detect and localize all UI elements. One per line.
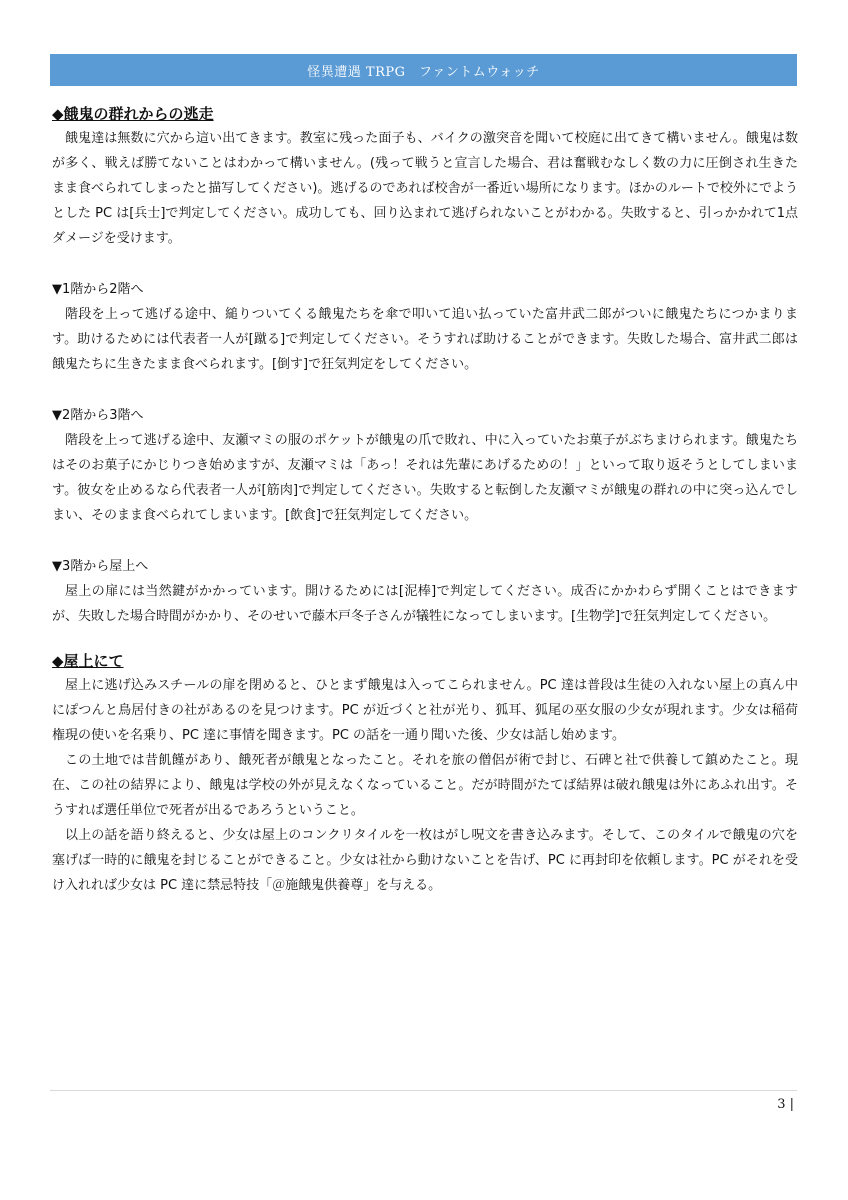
page-number: 3 | bbox=[777, 1097, 794, 1112]
section-heading-rooftop: ◆屋上にて bbox=[52, 652, 124, 670]
page-body bbox=[52, 102, 798, 898]
rooftop-paragraph-1: 屋上に逃げ込みスチールの扉を閉めると、ひとまず餓鬼は入ってこられません。PC 達は普段は生徒の入れない屋上の真ん中にぽつんと鳥居付きの社があるのを見つけます。PC が近づくと社が光り、狐耳、狐尾の巫女服の少女が現れます。少女は稲荷権現の使いを名乗り、PC 達に事情を聞きます。PC の話を一通り聞いた後、少女は話し始めます。 bbox=[52, 678, 798, 743]
running-header bbox=[50, 54, 797, 86]
header-title: 怪異遭遇 TRPG ファントムウォッチ bbox=[307, 64, 540, 80]
subsection-title-floor3-roof: ▼3階から屋上へ bbox=[52, 559, 149, 574]
escape-intro-paragraph: 餓鬼達は無数に穴から這い出てきます。教室に残った面子も、バイクの激突音を聞いて校庭に出てきて構いません。餓鬼は数が多く、戦えば勝てないことはわかって構いません。(残って戦うと宣言した場合、君は奮戦むなしく数の力に圧倒され生きたまま食べられてしまったと描写してください)。逃げるのであれば校舎が一番近い場所になります。ほかのルートで校外にでようとした PC は[兵士]で判定してください。成功しても、回り込まれて逃げられないことがわかる。失敗すると、引っかかれて1点ダメージを受けます。 bbox=[52, 131, 798, 246]
rooftop-paragraph-3: 以上の話を語り終えると、少女は屋上のコンクリタイルを一枚はがし呪文を書き込みます。そして、このタイルで餓鬼の穴を塞げば一時的に餓鬼を封じることができること。少女は社から動けないことを告げ、PC に再封印を依頼します。PC がそれを受け入れれば少女は PC 達に禁忌特技「＠施餓鬼供養尊」を与える。 bbox=[52, 828, 798, 893]
subsection-text-floor2-3: 階段を上って逃げる途中、友瀬マミの服のポケットが餓鬼の爪で敗れ、中に入っていたお菓子がぶちまけられます。餓鬼たちはそのお菓子にかじりつき始めますが、友瀬マミは「あっ！それは先輩にあげるための！」といって取り返そうとしてしまいます。彼女を止めるなら代表者一人が[筋肉]で判定してください。失敗すると転倒した友瀬マミが餓鬼の群れの中に突っ込んでしまい、そのまま食べられてしまいます。[飲食]で狂気判定してください。 bbox=[52, 433, 798, 523]
subsection-text-floor3-roof: 屋上の扉には当然鍵がかかっています。開けるためには[泥棒]で判定してください。成否にかかわらず開くことはできますが、失敗した場合時間がかかり、そのせいで藤木戸冬子さんが犠牲になってしまいます。[生物学]で狂気判定してください。 bbox=[52, 584, 798, 624]
section-heading-escape: ◆餓鬼の群れからの逃走 bbox=[52, 105, 214, 123]
subsection-title-floor2-3: ▼2階から3階へ bbox=[52, 408, 144, 423]
footer-divider bbox=[50, 1090, 797, 1091]
subsection-text-floor1-2: 階段を上って逃げる途中、縋りついてくる餓鬼たちを傘で叩いて追い払っていた富井武二郎がついに餓鬼たちにつかまります。助けるためには代表者一人が[蹴る]で判定してください。そうすれば助けることができます。失敗した場合、富井武二郎は餓鬼たちに生きたまま食べられます。[倒す]で狂気判定をしてください。 bbox=[52, 307, 798, 372]
subsection-title-floor1-2: ▼1階から2階へ bbox=[52, 282, 144, 297]
rooftop-paragraph-2: この土地では昔飢饉があり、餓死者が餓鬼となったこと。それを旅の僧侶が術で封じ、石碑と社で供養して鎮めたこと。現在、この社の結界により、餓鬼は学校の外が見えなくなっていること。だが時間がたてば結界は破れ餓鬼は外にあふれ出す。そうすれば選任単位で死者が出るであろうということ。 bbox=[52, 753, 798, 818]
